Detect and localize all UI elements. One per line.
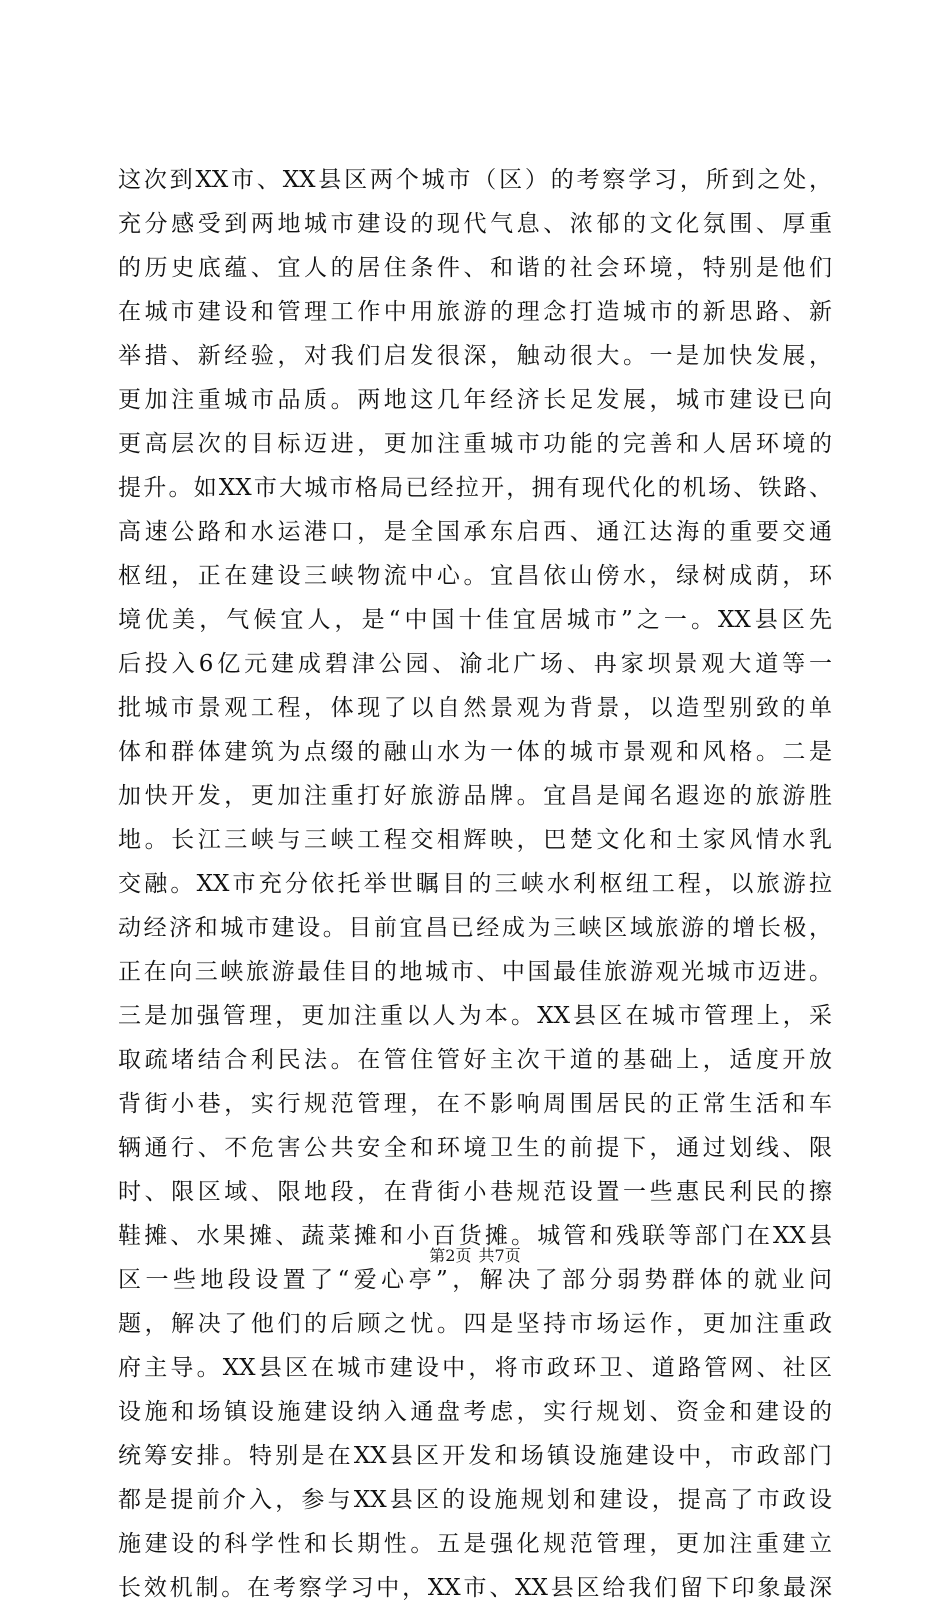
text-line: 都是提前介入，参与XX县区的设施规划和建设，提高了市政设: [118, 1487, 832, 1513]
text-line: 三是加强管理，更加注重以人为本。XX县区在城市管理上，采: [118, 1003, 832, 1029]
text-line: 鞋摊、水果摊、蔬菜摊和小百货摊。城管和残联等部门在XX县: [118, 1223, 832, 1249]
text-line: 高速公路和水运港口，是全国承东启西、通江达海的重要交通: [118, 519, 832, 545]
text-line: 后投入6亿元建成碧津公园、渝北广场、冉家坝景观大道等一: [118, 651, 832, 677]
text-line: 背街小巷，实行规范管理，在不影响周围居民的正常生活和车: [118, 1091, 832, 1117]
text-line: 的历史底蕴、宜人的居住条件、和谐的社会环境，特别是他们: [118, 255, 832, 281]
text-line: 动经济和城市建设。目前宜昌已经成为三峡区域旅游的增长极，: [118, 915, 832, 941]
text-line: 境优美，气候宜人，是“中国十佳宜居城市”之一。XX县区先: [118, 607, 832, 633]
text-line: 体和群体建筑为点缀的融山水为一体的城市景观和风格。二是: [118, 739, 832, 765]
text-line: 充分感受到两地城市建设的现代气息、浓郁的文化氛围、厚重: [118, 211, 832, 237]
body-text: [118, 158, 832, 1610]
text-line: 区一些地段设置了“爱心亭”，解决了部分弱势群体的就业问: [118, 1267, 832, 1293]
text-line: 取疏堵结合利民法。在管住管好主次干道的基础上，适度开放: [118, 1047, 832, 1073]
text-line: 批城市景观工程，体现了以自然景观为背景，以造型别致的单: [118, 695, 832, 721]
text-line: 提升。如XX市大城市格局已经拉开，拥有现代化的机场、铁路、: [118, 475, 832, 501]
text-line: 统筹安排。特别是在XX县区开发和场镇设施建设中，市政部门: [118, 1443, 832, 1469]
text-line: 设施和场镇设施建设纳入通盘考虑，实行规划、资金和建设的: [118, 1399, 832, 1425]
text-line: 加快开发，更加注重打好旅游品牌。宜昌是闻名遐迩的旅游胜: [118, 783, 832, 809]
text-line: 在城市建设和管理工作中用旅游的理念打造城市的新思路、新: [118, 299, 832, 325]
text-line: 这次到XX市、XX县区两个城市（区）的考察学习，所到之处，: [118, 167, 832, 193]
text-line: 府主导。XX县区在城市建设中，将市政环卫、道路管网、社区: [118, 1355, 832, 1381]
text-line: 辆通行、不危害公共安全和环境卫生的前提下，通过划线、限: [118, 1135, 832, 1161]
text-line: 施建设的科学性和长期性。五是强化规范管理，更加注重建立: [118, 1531, 832, 1557]
text-line: 更加注重城市品质。两地这几年经济长足发展，城市建设已向: [118, 387, 832, 413]
page-footer: 第2页 共7页: [429, 1246, 521, 1265]
text-line: 地。长江三峡与三峡工程交相辉映，巴楚文化和土家风情水乳: [118, 827, 832, 853]
text-line: 举措、新经验，对我们启发很深，触动很大。一是加快发展，: [118, 343, 832, 369]
text-line: 枢纽，正在建设三峡物流中心。宜昌依山傍水，绿树成荫，环: [118, 563, 832, 589]
text-line: 正在向三峡旅游最佳目的地城市、中国最佳旅游观光城市迈进。: [118, 959, 832, 985]
text-line: 题，解决了他们的后顾之忧。四是坚持市场运作，更加注重政: [118, 1311, 832, 1337]
text-line: 长效机制。在考察学习中，XX市、XX县区给我们留下印象最深: [118, 1575, 832, 1601]
text-line: 交融。XX市充分依托举世瞩目的三峡水利枢纽工程，以旅游拉: [118, 871, 832, 897]
text-line: 更高层次的目标迈进，更加注重城市功能的完善和人居环境的: [118, 431, 832, 457]
text-line: 时、限区域、限地段，在背街小巷规范设置一些惠民利民的擦: [118, 1179, 832, 1205]
